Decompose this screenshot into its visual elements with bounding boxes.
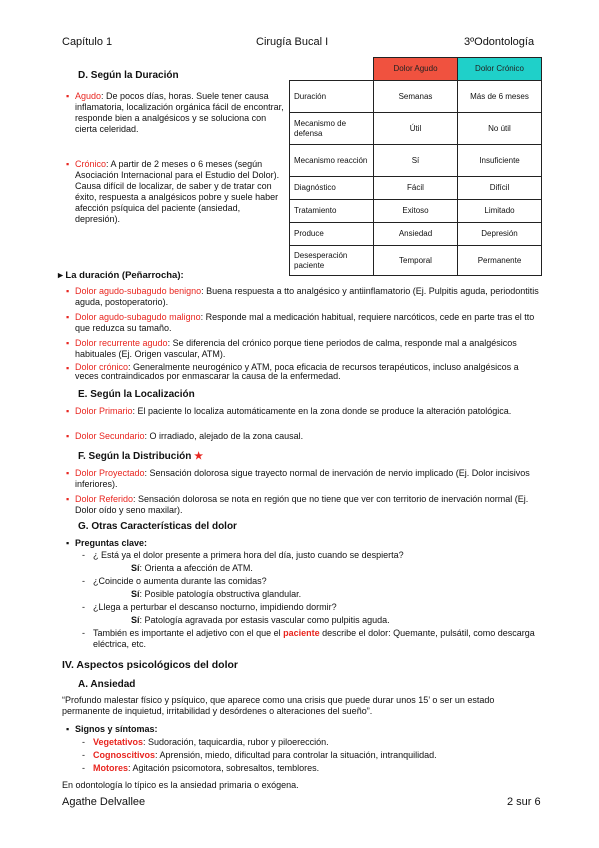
table-row: [290, 246, 542, 276]
preguntas-title: Preguntas clave:: [75, 538, 148, 548]
cell-cronico: Depresión: [458, 223, 542, 246]
footer-author: Agathe Delvallee: [62, 796, 146, 808]
cell-agudo: Temporal: [374, 246, 458, 276]
bullet-icon: ▪: [66, 363, 70, 373]
bullet-icon: ▪: [66, 159, 70, 169]
item-term: Dolor Primario: [75, 406, 133, 416]
item-term: Dolor agudo-subagudo maligno: [75, 312, 201, 322]
cronico-term: Crónico: [75, 159, 107, 169]
answer-text: : Posible patología obstructiva glandular.: [139, 589, 302, 599]
q4-post: describe el dolor: Quemante, pulsátil, como descarga eléctrica, etc.: [93, 628, 535, 649]
cell-cronico: Limitado: [458, 200, 542, 223]
row-label: Produce: [290, 223, 374, 246]
answer-3: [131, 615, 390, 626]
section-iv-title: IV. Aspectos psicológicos del dolor: [62, 659, 239, 671]
closing-text: En odontología lo típico es la ansiedad primaria o exógena.: [62, 780, 299, 790]
question-3: ¿Llega a perturbar el descanso nocturno, impidiendo dormir?: [93, 602, 337, 612]
bullet-icon: ▪: [66, 286, 70, 296]
si-label: Sí: [131, 589, 140, 599]
table-row: [290, 113, 542, 145]
bullet-icon: ▪: [66, 724, 70, 734]
answer-text: : Patología agravada por estasis vascular como pulpitis aguda.: [139, 615, 390, 625]
dash-icon: -: [82, 737, 85, 747]
table-header-row: [290, 58, 542, 81]
si-label: Sí: [131, 563, 140, 573]
row-label: Tratamiento: [290, 200, 374, 223]
item-term: Dolor agudo-subagudo benigno: [75, 286, 202, 296]
dash-icon: -: [82, 750, 85, 760]
signos-title: Signos y síntomas:: [75, 724, 158, 734]
list-item: [75, 286, 542, 308]
footer-page-number: 2 sur 6: [507, 796, 541, 808]
list-item: [75, 494, 542, 516]
item-text: : Sensación dolorosa sigue trayecto normal de inervación de nervio implicado (Ej. Dolor incisivos inferiores).: [75, 468, 530, 489]
item-term: Dolor Secundario: [75, 431, 145, 441]
cell-cronico: No útil: [458, 113, 542, 145]
star-icon: ★: [194, 451, 204, 462]
signos-item: [93, 737, 543, 748]
row-label: Diagnóstico: [290, 177, 374, 200]
table-corner: [290, 58, 374, 81]
penarrocha-title: La duración (Peñarrocha):: [65, 270, 184, 281]
dash-icon: -: [82, 602, 85, 612]
table-row: [290, 223, 542, 246]
agudo-paragraph: [75, 91, 285, 135]
dash-icon: -: [82, 576, 85, 586]
list-item: [75, 468, 542, 490]
dash-icon: -: [82, 763, 85, 773]
list-item: [75, 431, 542, 442]
penarrocha-heading: [58, 270, 184, 281]
question-1: ¿ Está ya el dolor presente a primera hora del día, justo cuando se despierta?: [93, 550, 404, 560]
bullet-icon: ▪: [66, 312, 70, 322]
arrow-icon: ▸: [58, 270, 66, 281]
signos-term: Cognoscitivos: [93, 750, 156, 760]
answer-text: : Orienta a afección de ATM.: [139, 563, 253, 573]
row-label: Mecanismo reacción: [290, 145, 374, 177]
item-text: : Responde mal a medicación habitual, requiere narcóticos, cede en parte tras el tto que reduzca su tamaño.: [75, 312, 535, 333]
si-label: Sí: [131, 615, 140, 625]
signos-label: Signos y síntomas: [75, 724, 155, 734]
cronico-text: : A partir de 2 meses o 6 meses (según Asociación Internacional para el Estudio del Dolor). Causa difícil de localizar, de saber y de tratar con éxito, respuesta a analgésicos pobre y suele haber afección psíquica del paciente (ansiedad, depresión).: [75, 159, 280, 224]
row-label: Mecanismo de defensa: [290, 113, 374, 145]
row-label: Duración: [290, 81, 374, 113]
cell-agudo: Exitoso: [374, 200, 458, 223]
bullet-icon: ▪: [66, 91, 70, 101]
cell-agudo: Fácil: [374, 177, 458, 200]
row-label: Desesperación paciente: [290, 246, 374, 276]
cell-agudo: Ansiedad: [374, 223, 458, 246]
signos-item: [93, 750, 543, 761]
section-e-title: E. Según la Localización: [78, 389, 195, 400]
q4-highlight: paciente: [283, 628, 320, 638]
table-row: [290, 145, 542, 177]
agudo-term: Agudo: [75, 91, 102, 101]
cell-agudo: Útil: [374, 113, 458, 145]
cell-agudo: Sí: [374, 145, 458, 177]
section-a-title: A. Ansiedad: [78, 679, 136, 690]
table-row: [290, 200, 542, 223]
signos-term: Motores: [93, 763, 129, 773]
signos-item: [93, 763, 543, 774]
item-term: Dolor recurrente agudo: [75, 338, 168, 348]
header-dolor-agudo: Dolor Agudo: [374, 58, 458, 81]
header-chapter: Capítulo 1: [62, 36, 113, 48]
q4-pre: También es importante el adjetivo con el que el: [93, 628, 284, 638]
section-d-title: D. Según la Duración: [78, 70, 179, 81]
signos-text: : Aprensión, miedo, dificultad para controlar la situación, intranquilidad.: [155, 750, 437, 760]
item-text: : Sensación dolorosa se nota en región que no tiene que ver con territorio de inervación normal (Ej. Dolor oído y seno maxilar).: [75, 494, 529, 515]
bullet-icon: ▪: [66, 494, 70, 504]
item-text: : Buena respuesta a tto analgésico y antiinflamatorio (Ej. Pulpitis aguda, periodontitis aguda, postoperatorio).: [75, 286, 539, 307]
bullet-icon: ▪: [66, 431, 70, 441]
cronico-paragraph: [75, 159, 285, 225]
section-g-title: G. Otras Características del dolor: [78, 521, 237, 532]
list-item: [75, 363, 542, 381]
header-dolor-cronico: Dolor Crónico: [458, 58, 542, 81]
cell-cronico: Difícil: [458, 177, 542, 200]
list-item: [75, 312, 542, 334]
header-course: 3ºOdontología: [464, 36, 535, 48]
question-4: [93, 628, 543, 650]
list-item: [75, 406, 542, 417]
agudo-text: : De pocos días, horas. Suele tener causa inflamatoria, localización orgánica fácil de encontrar, responde bien a analgésicos y se soluciona con cierta celeridad.: [75, 91, 284, 134]
answer-2: [131, 589, 301, 600]
dash-icon: -: [82, 628, 85, 638]
section-f-label: F. Según la Distribución: [78, 451, 192, 462]
item-text: : El paciente lo localiza automáticamente en la zona donde se produce la alteración patológica.: [132, 406, 512, 416]
section-f-title: [78, 451, 203, 462]
table-row: [290, 81, 542, 113]
item-term: Dolor crónico: [75, 362, 129, 372]
item-text: : O irradiado, alejado de la zona causal.: [144, 431, 304, 441]
answer-1: [131, 563, 253, 574]
cell-cronico: Permanente: [458, 246, 542, 276]
item-text: : Se diferencia del crónico porque tiene periodos de calma, responde mal a analgésicos habituales (Ej. Origen vascular, ATM).: [75, 338, 517, 359]
list-item: [75, 338, 542, 360]
item-text: : Generalmente neurogénico y ATM, poca eficacia de recursos terapéuticos, incluso analgésicos a veces contraindicados por enmascarar la causa de la enfermedad.: [75, 362, 519, 381]
header-subject: Cirugía Bucal I: [256, 36, 329, 48]
preguntas-label: Preguntas clave: [75, 538, 145, 548]
cell-agudo: Semanas: [374, 81, 458, 113]
bullet-icon: ▪: [66, 468, 70, 478]
cell-cronico: Más de 6 meses: [458, 81, 542, 113]
item-term: Dolor Proyectado: [75, 468, 145, 478]
bullet-icon: ▪: [66, 338, 70, 348]
signos-text: : Sudoración, taquicardia, rubor y piloerección.: [143, 737, 329, 747]
signos-term: Vegetativos: [93, 737, 144, 747]
bullet-icon: ▪: [66, 538, 70, 548]
item-term: Dolor Referido: [75, 494, 134, 504]
comparison-table: [289, 57, 542, 276]
question-2: ¿Coincide o aumenta durante las comidas?: [93, 576, 267, 586]
signos-text: : Agitación psicomotora, sobresaltos, temblores.: [128, 763, 320, 773]
dash-icon: -: [82, 550, 85, 560]
bullet-icon: ▪: [66, 406, 70, 416]
table-row: [290, 177, 542, 200]
ansiedad-quote: “Profundo malestar físico y psíquico, que aparece como una crisis que puede durar unos 15’ o ser un estado permanente de inquietud, irritabilidad y desórdenes o alteraciones del sueño”.: [62, 695, 495, 716]
cell-cronico: Insuficiente: [458, 145, 542, 177]
